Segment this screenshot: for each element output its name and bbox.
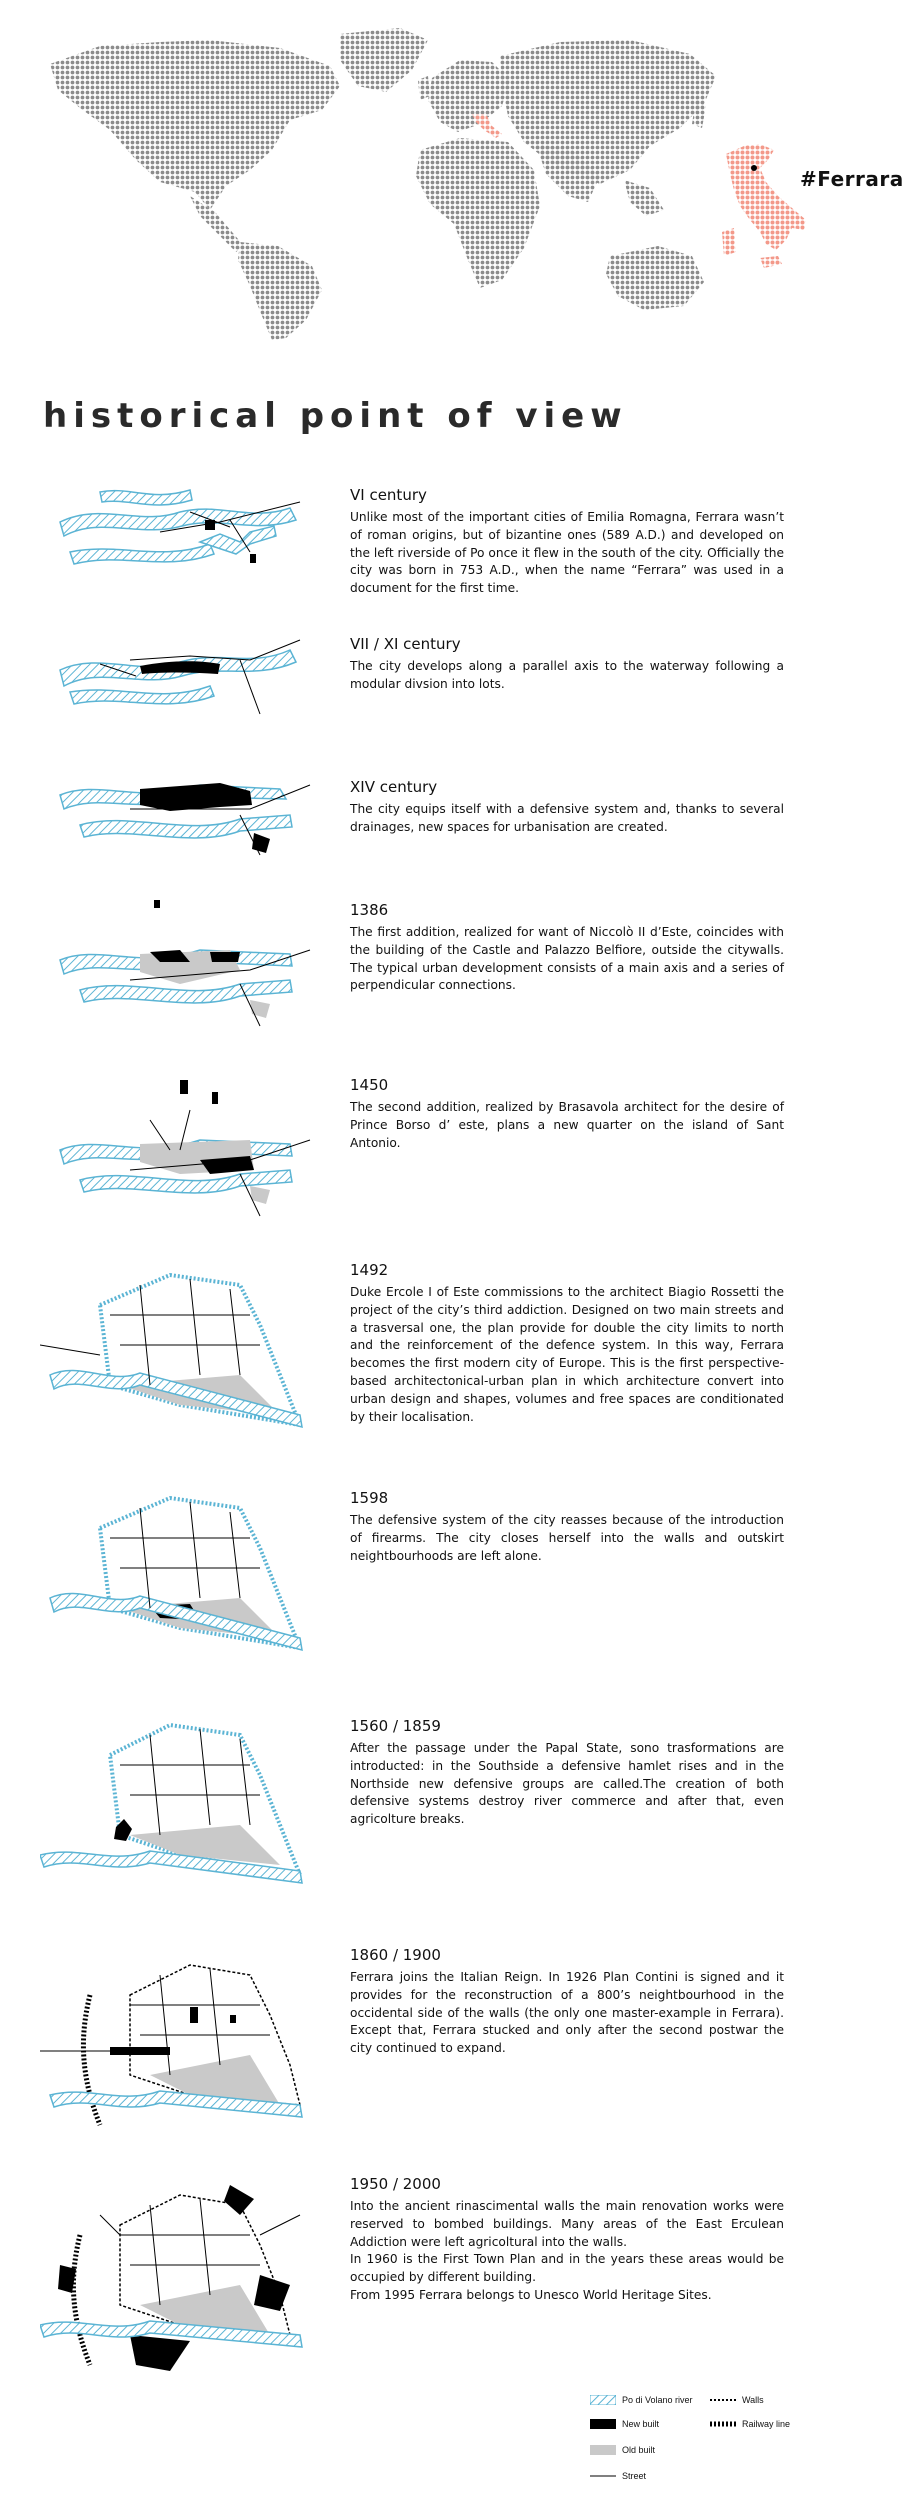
phase-map-1950-2000 xyxy=(40,2175,330,2375)
entry-text: Into the ancient rinascimental walls the main renovation works were reserved to bombed buildings. Many areas of the East Erculean Addiction were left agricoltural into the walls. In 1960 is the First Town Plan and in the years these areas would be occupied by different building. From 1995 Ferrara belongs to Unesco World Heritage Sites. xyxy=(350,2199,784,2302)
entry-text: The second addition, realized by Brasavola architect for the desire of Prince Borso d’ este, plans a new quarter on the island of Sant Antonio. xyxy=(350,1100,784,1150)
phase-map-xiv-century xyxy=(40,765,330,865)
australia xyxy=(606,246,704,310)
new-built-swatch-icon xyxy=(590,2419,616,2429)
entry-text: After the passage under the Papal State, sono trasformations are introducted: in the Southside a defensive hamlet rises and in the Northside new defensive groups are called.The creation of both defensive systems destroy river commerce and after that, even agricolture breaks. xyxy=(350,1741,784,1827)
south-america xyxy=(238,242,322,340)
phase-map-vii-xi-century xyxy=(40,620,330,720)
asia xyxy=(500,40,716,184)
world-map xyxy=(40,20,720,340)
legend-label: Old built xyxy=(622,2445,656,2455)
phase-map-vi-century xyxy=(40,472,330,582)
phase-map-1860-1900 xyxy=(40,1955,330,2135)
greenland xyxy=(340,28,428,92)
entry-period: 1560 / 1859 xyxy=(350,1717,441,1735)
river-swatch-icon xyxy=(590,2395,616,2405)
phase-map-1598 xyxy=(40,1488,330,1668)
legend xyxy=(590,2395,840,2495)
timeline-entry xyxy=(350,777,784,837)
entry-period: 1386 xyxy=(350,901,389,919)
africa xyxy=(416,138,540,288)
timeline-entry xyxy=(350,1945,784,2058)
timeline-entry xyxy=(350,1260,784,1426)
legend-label: Po di Volano river xyxy=(622,2395,693,2405)
entry-text: Duke Ercole I of Este commissions to the architect Biagio Rossetti the project of the city’s third addiction. Designed on two main streets and a trasversal one, the plan provide for double the city limits to north and the reinforcement of the defence system. In this way, Ferrara becomes the first modern city of Europe. This is the first perspective-based architectonical-urban plan in which architecture convert into urban design and shapes, volumes and free spaces are conditionated by their localisation. xyxy=(350,1285,784,1424)
phase-map-1450 xyxy=(40,1070,330,1220)
timeline-entry xyxy=(350,485,784,598)
legend-railway xyxy=(710,2419,790,2429)
timeline-entry xyxy=(350,2174,784,2305)
entry-period: 1598 xyxy=(350,1489,389,1507)
legend-label: Railway line xyxy=(742,2419,791,2429)
timeline-entry xyxy=(350,1075,784,1152)
legend-old-built xyxy=(590,2445,655,2455)
entry-period: XIV century xyxy=(350,778,438,796)
se-asia xyxy=(624,180,664,216)
entry-text: The city equips itself with a defensive system and, thanks to several drainages, new spaces for urbanisation are created. xyxy=(350,802,784,834)
legend-label: New built xyxy=(622,2419,660,2429)
timeline-entry xyxy=(350,1716,784,1829)
timeline-entry xyxy=(350,634,784,694)
entry-text: The city develops along a parallel axis to the waterway following a modular divsion into lots. xyxy=(350,659,784,691)
page-title: historical point of view xyxy=(43,396,628,436)
europe xyxy=(428,60,510,132)
street-swatch-icon xyxy=(590,2471,616,2481)
legend-label: Walls xyxy=(742,2395,764,2405)
entry-text: Ferrara joins the Italian Reign. In 1926 Plan Contini is signed and it provides for the reconstruction of a 800’s neightbourhood in the occidental side of the walls (the only one master-example in Ferrara). Except that, Ferrara stucked and only after the second postwar the city continued to expand. xyxy=(350,1970,784,2056)
ferrara-marker-icon xyxy=(751,165,757,171)
timeline-entry xyxy=(350,1488,784,1565)
entry-period: 1860 / 1900 xyxy=(350,1946,441,1964)
entry-period: 1950 / 2000 xyxy=(350,2175,441,2193)
phase-map-1560-1859 xyxy=(40,1715,330,1895)
entry-period: VI century xyxy=(350,486,427,504)
entry-text: The first addition, realized for want of Niccolò II d’Este, coincides with the building of the Castle and Palazzo Belfiore, outside the citywalls. The typical urban development consists of a main axis and a series of perpendicular connections. xyxy=(350,925,784,993)
old-built-swatch-icon xyxy=(590,2445,616,2455)
railway-swatch-icon xyxy=(710,2419,736,2429)
entry-period: VII / XI century xyxy=(350,635,461,653)
entry-period: 1450 xyxy=(350,1076,389,1094)
walls-swatch-icon xyxy=(710,2395,736,2405)
north-america xyxy=(50,40,340,210)
entry-text: The defensive system of the city reasses because of the introduction of firearms. The city closes herself into the walls and outskirt neightbourhoods are left alone. xyxy=(350,1513,784,1563)
uk xyxy=(418,76,430,100)
legend-river xyxy=(590,2395,693,2405)
italy-map xyxy=(720,140,810,280)
legend-label: Street xyxy=(622,2471,647,2481)
central-america xyxy=(190,196,244,252)
legend-new-built xyxy=(590,2419,659,2429)
ferrara-label: #Ferrara xyxy=(800,167,904,191)
italy-highlight xyxy=(472,114,502,138)
entry-period: 1492 xyxy=(350,1261,389,1279)
timeline-entry xyxy=(350,900,784,995)
entry-text: Unlike most of the important cities of Emilia Romagna, Ferrara wasn’t of roman origins, but of bizantine ones (589 A.D.) and developed on the left riverside of Po once it flew in the south of the city. Officially the city was born in 753 A.D., when the name “Ferrara” was used in a document for the first time. xyxy=(350,510,784,596)
legend-street xyxy=(590,2471,646,2481)
phase-map-1492 xyxy=(40,1265,330,1445)
phase-map-1386 xyxy=(40,900,330,1030)
legend-walls xyxy=(710,2395,764,2405)
